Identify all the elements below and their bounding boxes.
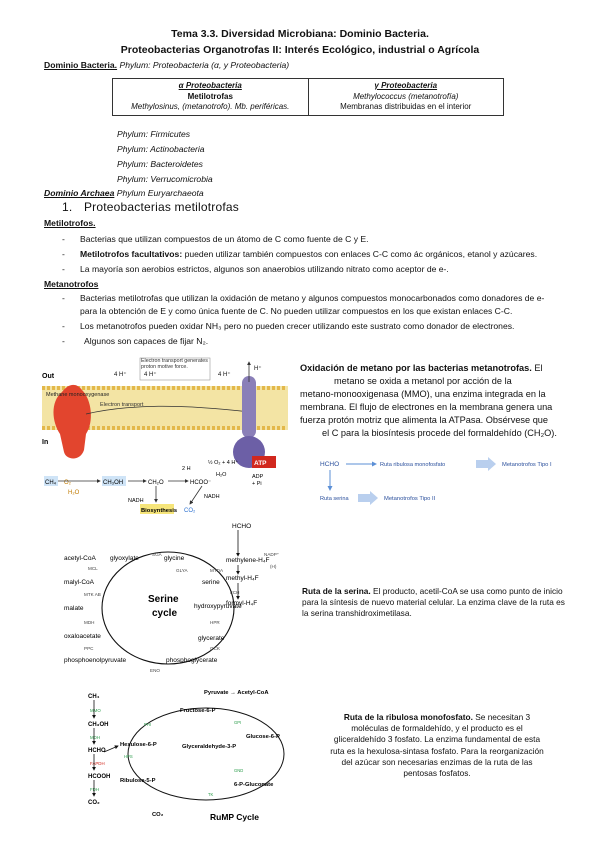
metanotrofos-bullet-3: Algunos son capaces de fijar N₂. [84, 336, 209, 346]
flow-serina: Ruta serina [320, 496, 349, 502]
rump-left-ch4: CH₄ [88, 694, 100, 700]
domain-archaea-text: Phylum Euryarchaeota [114, 188, 204, 198]
enz-sga: SGA [152, 552, 162, 557]
node-oxaloacetate: oxaloacetate [64, 633, 101, 640]
enz-mdh: MDH [84, 620, 95, 625]
bullet-dash: - [62, 321, 65, 331]
rump-node-fructose: Fructose-6-P [180, 708, 216, 714]
two-h-label: 2 H [182, 466, 191, 472]
enz-h: (H) [270, 564, 277, 569]
enz-nadp: NADP⁺ [264, 552, 280, 557]
node-hcho: HCHO [232, 523, 252, 530]
rump-node-ribulose: Ribulose-5-P [120, 778, 156, 784]
serine-cycle-title-2: cycle [152, 608, 178, 619]
rump-enz-hps: HPS [124, 754, 133, 759]
phylum-actinobacteria: Phylum: Actinobacteria [117, 144, 205, 154]
rump-enz-gnd: GND [234, 768, 244, 773]
ch3oh-label: CH₃OH [103, 480, 124, 486]
section-heading [62, 200, 239, 214]
node-pep: phosphoenolpyruvate [64, 657, 127, 664]
et-label: Electron transport [100, 402, 144, 408]
rump-caption-text: Se necesitan 3 moléculas de formaldehído, y el producto es el gliceraldehído 3 fosfato. La enzima fundamental de esta ruta es la hexulosa-sintasa fosfato. Para la reorganización del azúcar son necesarias enzimas de la ruta de las pentosas fosfatos. [330, 712, 544, 779]
flow-tipo1: Metanotrofos Tipo I [502, 462, 552, 468]
rump-enz-mdh: MDH [90, 735, 100, 740]
h-plus-4: H⁺ [254, 366, 262, 372]
enz-fch: FCH [230, 590, 240, 595]
metanotrofos-bullet-1a: Bacterias metilotrofas que utilizan la oxidación de metano y algunos compuestos monocarbonados como donadores de e- [80, 293, 545, 303]
rump-enz-fdh: FDH [90, 787, 100, 792]
page-title: Tema 3.3. Diversidad Microbiana: Dominio Bacteria. [171, 28, 429, 40]
rump-left-ch3oh: CH₃OH [88, 722, 109, 728]
rump-left-co2: CO₂ [88, 800, 100, 806]
enz-mtk: MTK AB [84, 592, 101, 597]
biosynthesis-label: Biosynthesis [141, 508, 178, 514]
nadh-label-2: NADH [204, 494, 220, 500]
node-methyl: methyl-H₄F [226, 575, 259, 582]
o2-label: O₂ [64, 480, 71, 486]
domain-bacteria-label: Dominio Bacteria. [44, 60, 118, 70]
phylum-bacteroidetes: Phylum: Bacteroidetes [117, 159, 203, 169]
enz-gck: GCK [210, 646, 220, 651]
nadh-label-1: NADH [128, 498, 144, 504]
node-formyl: formyl-H₄F [226, 600, 258, 607]
methane-oxidation-text: Oxidación de metano por las bacterias metanotrofas. El metano se oxida a metanol por acción de la metano-monooxigenasa (MMO), una enzima integrada en la membrana. El flujo de electrones en la membrana genera una fuerza protón motriz que alimenta la ATPasa. Obsérvese que el C para la biosíntesis procede del formaldehído (CH₂O). [300, 363, 557, 438]
rump-enz-tk: TK [208, 792, 214, 797]
mmo-label: Methane monooxygenase [46, 392, 110, 398]
node-glycine: glycine [164, 555, 185, 562]
rump-enz-fapdh: FAPDH [90, 761, 105, 766]
node-acetylcoa: acetyl-CoA [64, 555, 96, 562]
enz-eno: ENO [150, 668, 160, 673]
rump-enz-gpi: GPI [234, 720, 242, 725]
enz-mcl: MCL [88, 566, 98, 571]
ch2o-label: CH₂O [148, 480, 164, 486]
membrane-diagram [40, 352, 288, 520]
domain-archaea-label: Dominio Archaea [44, 188, 115, 198]
bullet-dash: - [62, 234, 65, 244]
metilotrofos-heading: Metilotrofos. [44, 218, 96, 228]
table-col2-text: Membranas distribuidas en el interior [340, 102, 472, 111]
h-plus-3: 4 H⁺ [218, 372, 231, 378]
metilotrofos-bullet-2: Metilotrofos facultativos: pueden utilizar también compuestos con enlaces C-C como ác orgánicos, etanol y azúcares. [80, 249, 538, 259]
phylum-verrucomicrobia: Phylum: Verrucomicrobia [117, 174, 213, 184]
domain-bacteria-phylum: Phylum: Proteobacteria (α, y Proteobacteria) [117, 60, 290, 70]
metilotrofos-bullet-1: Bacterias que utilizan compuestos de un átomo de C como fuente de C y E. [80, 234, 369, 244]
domain-archaea-line [44, 188, 204, 199]
adp-label: ADP [252, 474, 264, 480]
metanotrofos-bullet-2: Los metanotrofos pueden oxidar NH₃ pero no pueden crecer utilizando este sustrato como donador de electrones. [80, 321, 515, 331]
rump-node-glucose: Glucose-6-P [246, 734, 280, 740]
half-o2-label: ½ O₂ + 4 H⁺ [208, 460, 239, 466]
rump-left-hcooh: HCOOH [88, 774, 111, 780]
rump-caption [330, 712, 544, 779]
out-label: Out [42, 373, 55, 380]
flow-ribulosa: Ruta ribulosa monofosfato [380, 462, 446, 468]
phylum-firmicutes: Phylum: Firmicutes [117, 129, 191, 139]
rump-node-co2: CO₂ [152, 812, 164, 818]
proteobacteria-table [112, 78, 504, 116]
rump-left-hcho: HCHO [88, 748, 106, 754]
ch4-label: CH₄ [45, 480, 57, 486]
h-plus-2: 4 H⁺ [144, 372, 157, 378]
enz-mtda: MTDA [210, 568, 224, 573]
rump-node-pyruvate: Pyruvate → Acetyl-CoA [204, 690, 269, 696]
metanotrofos-heading: Metanotrofos [44, 279, 99, 289]
node-serine: serine [202, 579, 220, 586]
bullet-dash: - [62, 293, 65, 303]
flow-hcho: HCHO [320, 461, 340, 468]
pi-label: + Pi [252, 481, 262, 487]
domain-bacteria-line [44, 60, 289, 71]
flow-block-arrow-2 [358, 491, 378, 505]
serine-caption [302, 586, 570, 620]
serine-caption-text: El producto, acetil-CoA se usa como punto de inicio para la síntesis de nuevo material celular. La enzima clave de la ruta es la serina transhidroximetilasa. [302, 586, 565, 619]
section-number: 1. [62, 200, 73, 214]
serine-cycle-title-1: Serine [148, 594, 179, 605]
table-col2-header: γ Proteobacteria [374, 81, 438, 90]
metilotrofos-bullet-3: La mayoría son aerobios estrictos, algunos son anaerobios utilizando nitrato como aceptor de e-. [80, 264, 449, 274]
node-malylcoa: malyl-CoA [64, 579, 94, 586]
node-malate: malate [64, 605, 84, 612]
atpase-stalk [242, 376, 256, 438]
rump-enz-phi: PHI [144, 722, 151, 727]
flow-tipo2: Metanotrofos Tipo II [384, 496, 436, 502]
flow-block-arrow-1 [476, 457, 496, 471]
methane-oxidation-title: Oxidación de metano por las bacterias metanotrofas. [300, 363, 532, 373]
bullet-dash: - [62, 249, 65, 259]
bullet-dash: - [62, 264, 65, 274]
metanotrofos-bullet-1b: para la obtención de E y como única fuente de C. No pueden utilizar compuestos en los que existan enlaces C-C. [80, 306, 513, 316]
serine-caption-title: Ruta de la serina. [302, 586, 371, 596]
node-phosphoglycerate: phosphoglycerate [166, 657, 218, 664]
enz-glya: GLYA [176, 568, 188, 573]
co2-label: CO₂ [184, 508, 196, 514]
hcooh-label: HCOO⁻ [190, 480, 212, 486]
table-col1-sub: Metilotrofas [187, 91, 233, 101]
enz-ppc: PPC [84, 646, 94, 651]
rump-cycle-title: RuMP Cycle [210, 812, 259, 822]
rump-arrow-hcho-in [104, 746, 118, 752]
h2o-b-label: H₂O [216, 472, 227, 478]
rump-node-gluconate: 6-P-Gluconate [234, 782, 274, 788]
enz-hpr: HPR [210, 620, 220, 625]
rump-node-glyceraldehyde: Glyceraldehyde-3-P [182, 744, 237, 750]
node-glycerate: glycerate [198, 635, 225, 642]
section-title: Proteobacterias metilotrofas [83, 200, 239, 214]
atp-label: ATP [254, 460, 267, 467]
h-plus-1: 4 H⁺ [114, 372, 127, 378]
rump-cycle-diagram [84, 686, 320, 826]
page-subtitle: Proteobacterias Organotrofas II: Interés Ecológico, industrial o Agrícola [120, 44, 480, 56]
in-label: In [42, 439, 49, 446]
rump-enz-mmo: MMO [90, 708, 101, 713]
bullet-dash: - [62, 336, 65, 346]
rump-caption-title: Ruta de la ribulosa monofosfato. [343, 712, 473, 722]
rump-node-hexulose: Hexulose-6-P [120, 742, 157, 748]
pathway-flow-diagram [316, 456, 576, 512]
table-col1-header: α Proteobacteria [178, 81, 242, 90]
node-methylene: methylene-H₄F [226, 557, 270, 564]
table-col1-text: Methylosinus, (metanotrofo). Mb. periféricas. [131, 102, 290, 111]
node-hydroxypyruvate: hydroxypyruvate [194, 603, 242, 610]
h2o-label: H₂O [68, 490, 80, 496]
serine-cycle-diagram [60, 520, 296, 684]
et-box-text: Electron transport generates proton motive force. [141, 358, 208, 371]
table-col2-sub: Methylococcus (metanotrofía) [353, 91, 459, 101]
node-glyoxylate: glyoxylate [110, 555, 139, 562]
